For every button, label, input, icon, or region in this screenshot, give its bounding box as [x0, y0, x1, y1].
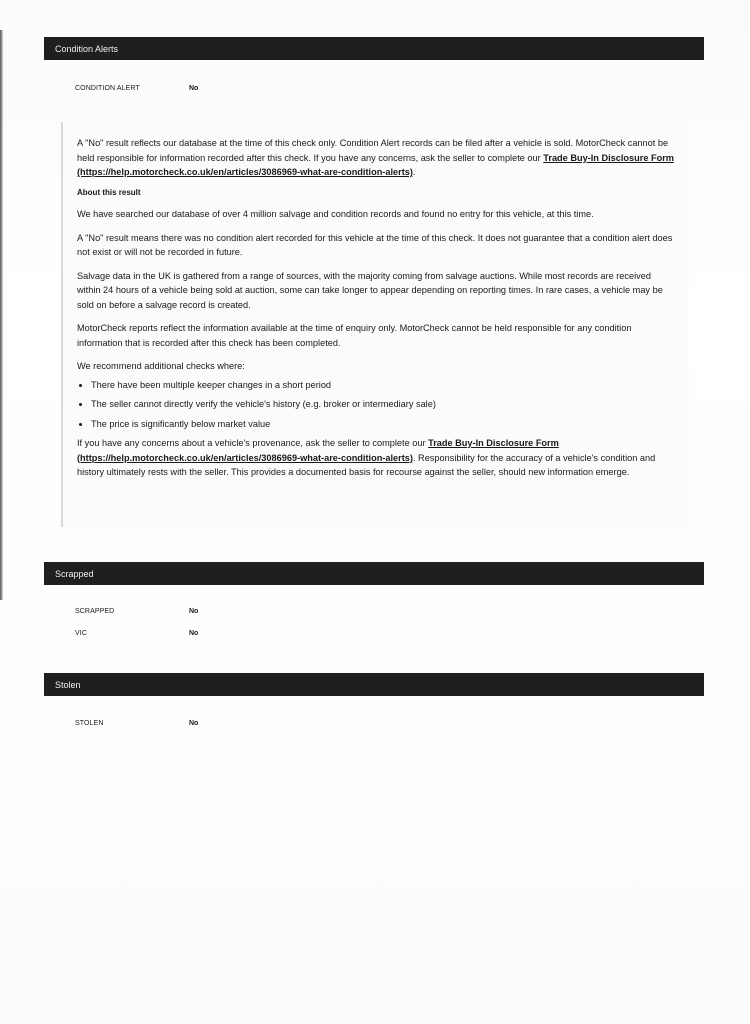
closing-paragraph	[77, 436, 675, 480]
closing-text: If you have any concerns about a vehicle's provenance, ask the seller to complete our	[77, 438, 429, 448]
scrapped-value: No	[189, 607, 199, 615]
about-heading: About this result	[77, 187, 141, 197]
condition-alert-value: No	[189, 84, 199, 92]
scrapped-header	[44, 562, 704, 585]
stolen-title: Stolen	[55, 679, 81, 690]
vic-key: VIC	[75, 629, 87, 637]
scrapped-row	[75, 604, 375, 618]
about-paragraph: A "No" result means there was no condition alert recorded for this vehicle at the time of this check. It does not guarantee that a condition alert does not exist or will not be recorded in future.	[77, 232, 673, 257]
condition-alert-row	[75, 81, 375, 95]
list-item: • There have been multiple keeper changes in a short period	[91, 378, 675, 393]
stolen-value: No	[189, 719, 199, 727]
recommend-heading: We recommend additional checks where:	[77, 361, 245, 371]
page-edge-shadow	[0, 30, 3, 600]
intro-paragraph	[77, 136, 675, 180]
condition-alert-info-box	[61, 122, 689, 527]
intro-text: A "No" result reflects our database at the time of this check only. Condition Alert records can be filed after a vehicle is sold. MotorCheck cannot be held responsible for information recorded after this check. If you have any concerns, ask the seller to complete our	[77, 138, 669, 163]
vic-value: No	[189, 629, 199, 637]
intro-text-end: .	[412, 167, 416, 177]
stolen-row	[75, 716, 375, 730]
stolen-header	[44, 673, 704, 696]
condition-alerts-title: Condition Alerts	[55, 43, 119, 54]
scrapped-title: Scrapped	[55, 568, 94, 579]
scrapped-key: SCRAPPED	[75, 607, 115, 615]
about-paragraph: We have searched our database of over 4 million salvage and condition records and found no entry for this vehicle, at this time.	[77, 209, 594, 219]
closing-text-end: . Responsibility for the accuracy of a vehicle's condition and history ultimately rests with the seller. This provides a documented basis for recourse against the seller, should new information emerge.	[77, 452, 656, 477]
vic-row	[75, 626, 375, 640]
list-item: • The seller cannot directly verify the vehicle's history (e.g. broker or intermediary sale)	[91, 397, 675, 412]
disclosure-form-link[interactable]: Trade Buy-In Disclosure Form (https://help.motorcheck.co.uk/en/articles/3086969-what-are-condition-alerts)	[77, 438, 559, 463]
about-paragraph: MotorCheck reports reflect the information available at the time of enquiry only. MotorCheck cannot be held responsible for any condition information that is recorded after this check has been completed.	[77, 323, 632, 348]
about-paragraph: Salvage data in the UK is gathered from a range of sources, with the majority coming from salvage auctions. While most records are received within 24 hours of a vehicle being sold at auction, some can take longer to appear depending on reporting times. In rare cases, a vehicle may be sold on before a salvage record is created.	[77, 270, 663, 310]
stolen-key: STOLEN	[75, 719, 104, 727]
condition-alerts-header	[44, 37, 704, 60]
condition-alert-key: CONDITION ALERT	[75, 84, 140, 92]
disclosure-form-link[interactable]: Trade Buy-In Disclosure Form (https://help.motorcheck.co.uk/en/articles/3086969-what-are-condition-alerts)	[77, 152, 674, 177]
list-item: • The price is significantly below market value	[91, 417, 675, 432]
recommendation-list	[77, 378, 675, 432]
